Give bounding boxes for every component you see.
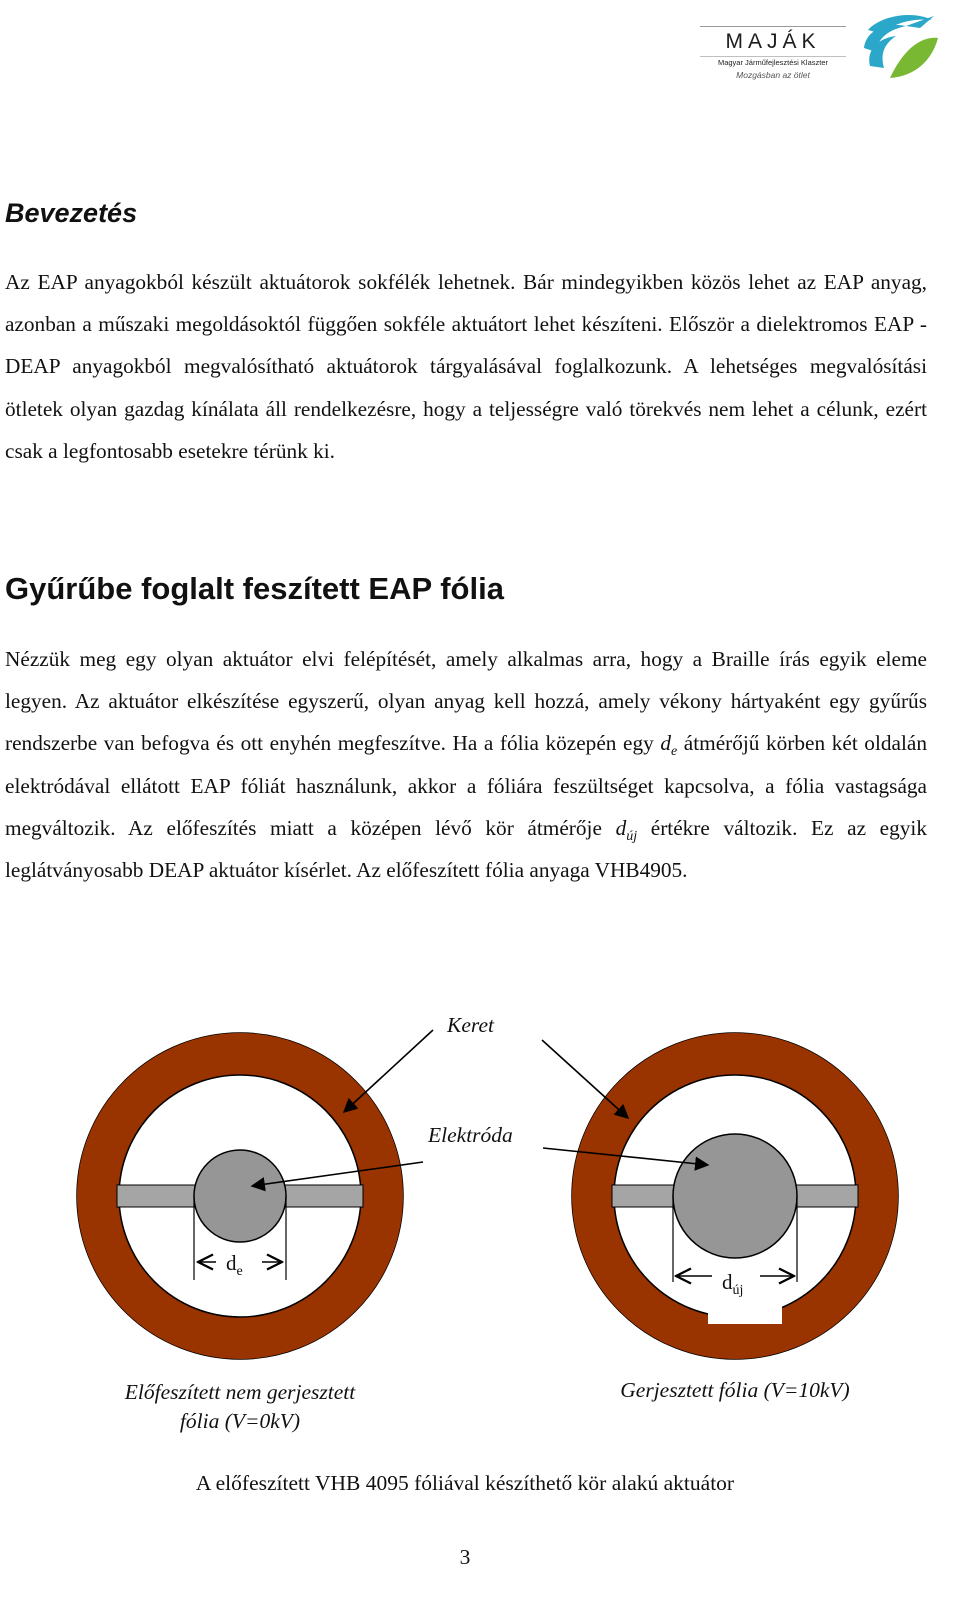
majak-logo — [700, 8, 945, 88]
caption-left-line1: Előfeszített nem gerjesztett — [124, 1380, 356, 1404]
left-actuator — [77, 1033, 403, 1359]
figure-caption: A előfeszített VHB 4095 fóliával készíthető kör alakú aktuátor — [195, 1471, 735, 1495]
section-text-part3: értékre változik. Ez az egyik leglátványosabb DEAP aktuátor kísérlet. Az előfeszített fólia anyaga VHB4905. — [5, 815, 927, 883]
logo-subtitle: Magyar Járműfejlesztési Klaszter — [717, 58, 829, 67]
caption-left — [90, 1378, 390, 1436]
section-paragraph — [5, 638, 927, 891]
label-frame: Keret — [447, 1013, 494, 1037]
intro-heading: Bevezetés — [5, 198, 138, 228]
logo-name: MAJÁK — [725, 30, 821, 53]
logo-mid-rule — [700, 56, 846, 57]
actuator-diagram — [0, 1000, 960, 1380]
logo-top-rule — [700, 26, 846, 27]
label-electrode: Elektróda — [428, 1123, 513, 1147]
symbol-d-e: $d_e$ — [660, 731, 678, 760]
caption-right: Gerjesztett fólia (V=10kV) — [620, 1378, 850, 1402]
actuator-figure — [0, 1000, 960, 1470]
dimension-d-uj: $d_{új}$ — [722, 1270, 744, 1298]
section-text-part1: Nézzük meg egy olyan aktuátor elvi felépítését, amely alkalmas arra, hogy a Braille írás egyik eleme legyen. Az aktuátor elkészítése egyszerű, olyan anyag kell hozzá, amely vékony hártyaként egy gyűrűs rendszerbe van befogva és ott enyhén megfeszítve. Ha a fólia közepén egy — [5, 647, 927, 756]
logo-tagline: Mozgásban az ötlet — [736, 70, 810, 80]
section-heading: Gyűrűbe foglalt feszített EAP fólia — [5, 571, 504, 606]
left-electrode — [194, 1150, 286, 1242]
right-actuator — [572, 1033, 898, 1359]
caption-left-line2: fólia (V=0kV) — [179, 1409, 301, 1433]
right-electrode — [673, 1134, 797, 1258]
intro-paragraph: Az EAP anyagokból készült aktuátorok sokfélék lehetnek. Bár mindegyikben közös lehet az EAP anyag, azonban a műszaki megoldásoktól függően sokféle aktuátort lehet készíteni. Először a dielektromos EAP - DEAP anyagokból megvalósítható aktuátorok tárgyalásával foglalkozunk. A lehetséges megvalósítási ötletek olyan gazdag kínálata áll rendelkezésre, hogy a teljességre való törekvés nem lehet a célunk, ezért csak a legfontosabb esetekre térünk ki. — [5, 270, 927, 463]
dimension-d-e: $d_e$ — [226, 1251, 243, 1279]
symbol-d-uj: $d_{új}$ — [615, 815, 638, 844]
page-number: 3 — [459, 1545, 471, 1569]
section-text-part2: átmérőjű körben két oldalán elektródával ellátott EAP fóliát használunk, akkor a fóliára feszültséget kapcsolva, a fólia vastagsága megváltozik. Az előfeszítés miatt a középen lévő kör átmérője — [5, 731, 927, 840]
logo-emblem-icon — [860, 8, 940, 88]
